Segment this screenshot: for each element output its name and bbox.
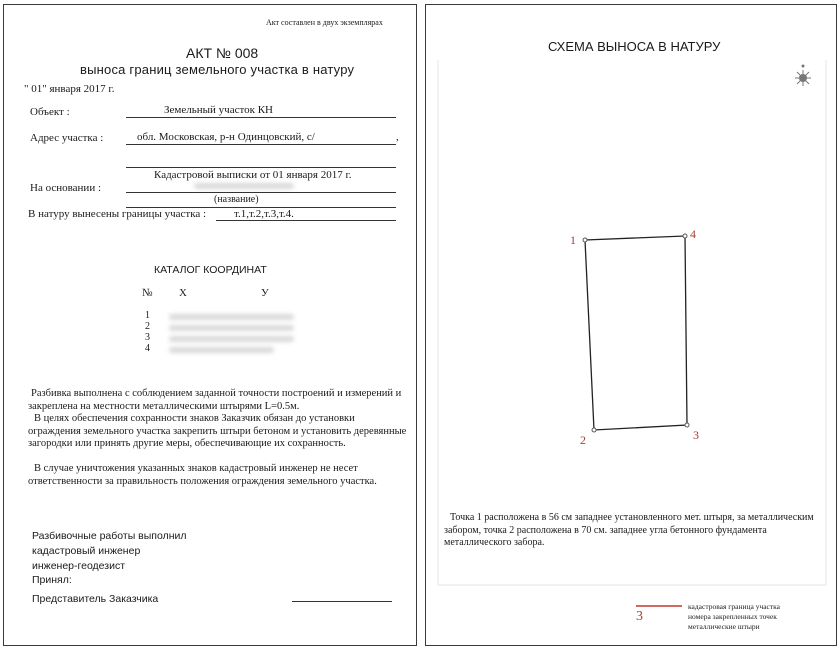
survey-point-4 (683, 234, 687, 238)
address-tail: , (396, 131, 399, 143)
point-label-4: 4 (690, 227, 696, 241)
redacted-coordinates (169, 314, 294, 320)
object-value: Земельный участок КН (164, 104, 273, 116)
catalog-row-no: 2 (145, 321, 150, 332)
scheme-note: Точка 1 расположена в 56 см западнее установленного мет. штыря, за металлическим забором, точка 2 расположена в 70 см. западнее угла бетонного фундамента металлического забора. (444, 512, 814, 548)
redacted-coordinates (169, 336, 294, 342)
point-label-3: 3 (693, 428, 699, 442)
scheme-page (425, 4, 837, 646)
address-underline-2 (126, 167, 396, 168)
accepted-label: Принял: (32, 574, 72, 586)
basis-underline (126, 192, 396, 193)
redacted-text (194, 183, 294, 189)
catalog-row-no: 3 (145, 332, 150, 343)
legend-boundary-text: кадастровая граница участка (688, 602, 781, 611)
act-subtitle: выноса границ земельного участка в натуру (80, 62, 355, 77)
paragraph-liability: В случае уничтожения указанных знаков кадастровый инженер не несет ответственности за правильность положения ограждения земельного участка. (28, 463, 377, 487)
basis-caption: (название) (214, 194, 259, 205)
catalog-title: КАТАЛОГ КООРДИНАТ (154, 264, 267, 276)
customer-representative: Представитель Заказчика (32, 593, 159, 605)
basis-value: Кадастровой выписки от 01 января 2017 г. (154, 169, 352, 181)
act-date: " 01" января 2017 г. (24, 83, 115, 95)
legend-point-number: 3 (636, 609, 643, 624)
point-label-2: 2 (580, 433, 586, 447)
object-label: Объект : (30, 106, 70, 118)
survey-point-1 (583, 238, 587, 242)
catalog-row-no: 4 (145, 343, 150, 354)
object-underline (126, 117, 396, 118)
bounds-label: В натуру вынесены границы участка : (28, 208, 207, 220)
scheme-title: СХЕМА ВЫНОСА В НАТУРУ (548, 39, 721, 54)
redacted-coordinates (169, 347, 274, 353)
address-label: Адрес участка : (30, 132, 104, 144)
redacted-coordinates (169, 325, 294, 331)
bounds-value: т.1,т.2,т.3,т.4. (234, 208, 294, 220)
sign-engineer: кадастровый инженер (32, 545, 141, 557)
survey-point-2 (592, 428, 596, 432)
paragraph-preservation: В целях обеспечения сохранности знаков Заказчик обязан до установки ограждения земельного участка закрепить штыри бетоном и установить деревянные загородки или принять другие меры, обеспечивающие их сохранность. (28, 413, 407, 449)
paragraph-accuracy: Разбивка выполнена с соблюдением заданной точности построений и измерений и закреплена на местности металлическими штырями L=0.5м. (28, 388, 402, 412)
sign-performer: Разбивочные работы выполнил (32, 530, 187, 542)
catalog-row-no: 1 (145, 310, 150, 321)
point-label-1: 1 (570, 233, 576, 247)
catalog-header-x: X (179, 287, 187, 299)
act-title: АКТ № 008 (186, 45, 259, 61)
address-underline (126, 144, 396, 145)
address-value: обл. Московская, р-н Одинцовский, с/ (137, 131, 315, 143)
catalog-header-y: У (261, 287, 269, 299)
legend-pins-text: металлические штыри (688, 622, 760, 631)
compass-icon (795, 65, 811, 87)
bounds-underline (216, 220, 396, 221)
sign-surveyor: инженер-геодезист (32, 560, 126, 572)
act-page (3, 4, 417, 646)
catalog-header-no: № (142, 287, 153, 299)
copies-note: Акт составлен в двух экземплярах (266, 18, 383, 27)
basis-label: На основании : (30, 182, 102, 194)
survey-point-3 (685, 423, 689, 427)
parcel-boundary (585, 236, 687, 430)
legend-points-text: номера закрепленных точек (688, 612, 777, 621)
signature-line (292, 601, 392, 602)
